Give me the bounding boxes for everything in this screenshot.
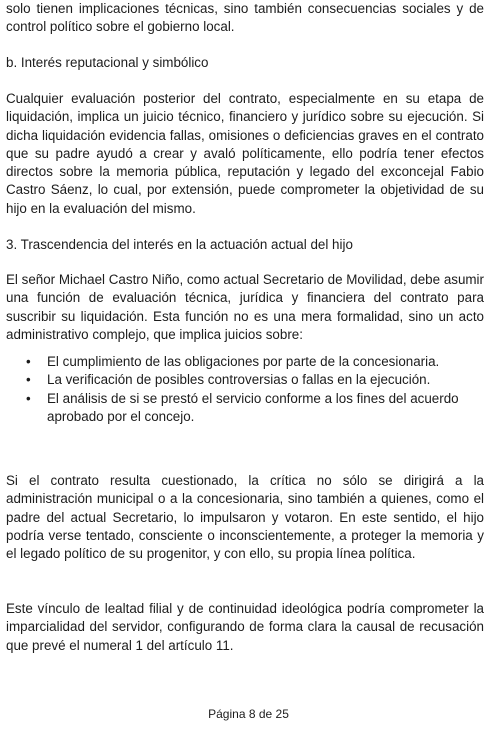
- list-item: [6, 371, 484, 389]
- list-item-text: El análisis de si se prestó el servicio conforme a los fines del acuerdo aprobado por el concejo.: [47, 390, 459, 424]
- paragraph-reputacional: Cualquier evaluación posterior del contrato, especialmente en su etapa de liquidación, implica un juicio técnico, financiero y jurídico sobre su ejecución. Si dicha liquidación evidencia fallas, omisiones o deficiencias graves en el contrato que su padre ayudó a crear y avaló políticamente, ello podría tener efectos directos sobre la memoria pública, reputación y legado del exconcejal Fabio Castro Sáenz, lo cual, por extensión, puede comprometer la objetividad de su hijo en la evaluación del mismo.: [6, 91, 484, 216]
- bullet-list: [6, 353, 484, 426]
- bullet-icon: •: [26, 390, 31, 406]
- section-heading-3: 3. Trascendencia del interés en la actuación actual del hijo: [6, 237, 353, 252]
- paragraph-vinculo: Este vínculo de lealtad filial y de continuidad ideológica podría comprometer la imparcialidad del servidor, configurando de forma clara la causal de recusación que prevé el numeral 1 del artículo 11.: [6, 601, 484, 653]
- paragraph-critica: Si el contrato resulta cuestionado, la crítica no sólo se dirigirá a la administración municipal o a la concesionaria, sino también a quienes, como el padre del actual Secretario, lo impulsaron y votaron. En este sentido, el hijo podría verse tentado, consciente o inconscientemente, a proteger la memoria y el legado político de su progenitor, y con ello, su propia línea política.: [6, 473, 484, 562]
- bullet-icon: •: [26, 372, 31, 388]
- section-heading-b: b. Interés reputacional y simbólico: [6, 55, 209, 70]
- paragraph-intro: solo tienen implicaciones técnicas, sino también consecuencias sociales y de control político sobre el gobierno local.: [6, 1, 484, 35]
- list-item: [6, 390, 484, 427]
- paragraph-trascendencia: El señor Michael Castro Niño, como actual Secretario de Movilidad, debe asumir una función de evaluación técnica, jurídica y financiera del contrato para suscribir su liquidación. Esta función no es una mera formalidad, sino un acto administrativo complejo, que implica juicios sobre:: [6, 272, 484, 342]
- page-number: Página 8 de 25: [208, 707, 289, 721]
- list-item: [6, 353, 484, 371]
- list-item-text: El cumplimiento de las obligaciones por parte de la concesionaria.: [47, 354, 440, 369]
- list-item-text: La verificación de posibles controversias o fallas en la ejecución.: [47, 372, 431, 388]
- bullet-icon: •: [26, 354, 31, 369]
